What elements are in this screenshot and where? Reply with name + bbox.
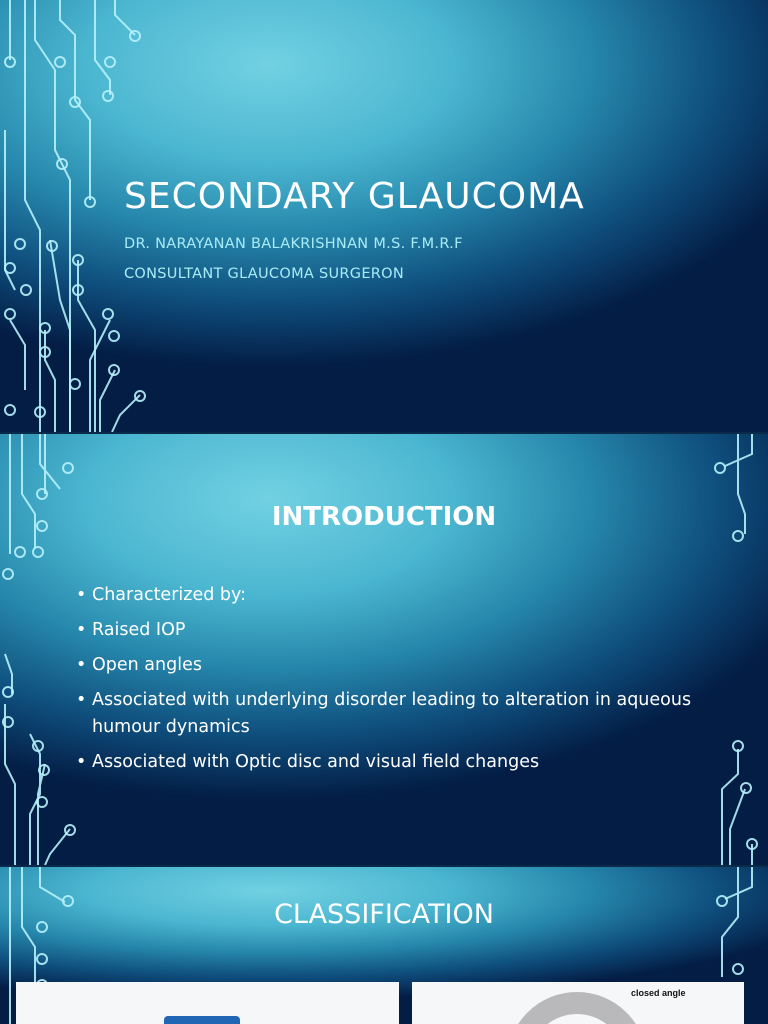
angle-diagram-ring: [507, 992, 647, 1024]
figure-label: closed angle: [631, 988, 686, 998]
list-item: • Associated with underlying disorder leading to alteration in aqueous humour dynamics: [76, 687, 696, 741]
presentation-title: SECONDARY GLAUCOMA: [124, 176, 585, 217]
classification-slide: [0, 867, 768, 1024]
author-name: DR. NARAYANAN BALAKRISHNAN M.S. F.M.R.F: [124, 236, 463, 252]
bullet-list: [76, 582, 696, 784]
list-item: • Open angles: [76, 652, 696, 679]
diagram-block: [164, 1016, 240, 1024]
list-item: • Characterized by:: [76, 582, 696, 609]
author-role: CONSULTANT GLAUCOMA SURGERON: [124, 266, 405, 282]
slide-title: INTRODUCTION: [271, 502, 497, 532]
list-item: • Raised IOP: [76, 617, 696, 644]
slide-title: CLASSIFICATION: [274, 899, 494, 930]
introduction-slide: [0, 434, 768, 865]
classification-figure-right: [412, 982, 744, 1024]
title-slide: [0, 0, 768, 432]
list-item: • Associated with Optic disc and visual field changes: [76, 749, 696, 776]
classification-figure-left: [16, 982, 399, 1024]
